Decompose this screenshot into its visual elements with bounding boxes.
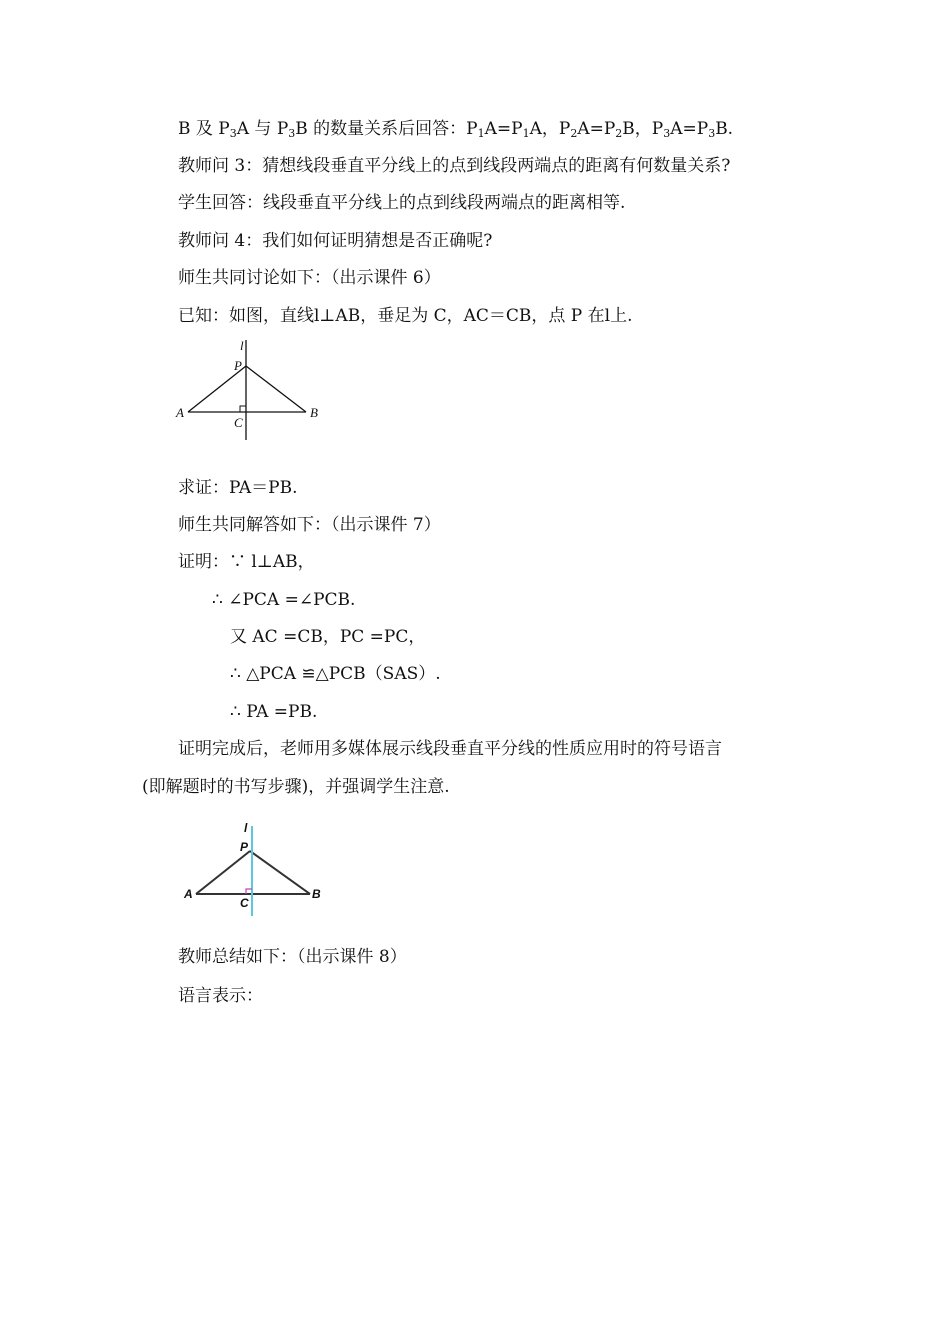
student-answer: 学生回答：线段垂直平分线上的点到线段两端点的距离相等. (178, 193, 626, 213)
fig2-label-p: P (240, 840, 249, 854)
given-statement: 已知：如图，直线l⊥AB，垂足为 C，AC＝CB，点 P 在l上. (178, 306, 633, 326)
language-expression-label: 语言表示： (178, 986, 263, 1006)
discussion-heading: 师生共同讨论如下：（出示课件 6） (178, 268, 441, 288)
proof-step-5: ∴ PA =PB. (230, 702, 318, 722)
fig2-label-l: l (244, 821, 248, 835)
paragraph-line-1: 证明完成后，老师用多媒体展示线段垂直平分线的性质应用时的符号语言 (178, 739, 722, 759)
proof-step-2: ∴ ∠PCA =∠PCB. (212, 590, 356, 610)
proof-step-4: ∴ △PCA ≌△PCB（SAS）. (230, 664, 441, 684)
triangle-figure-1 (170, 336, 330, 448)
paragraph-line-2: (即解题时的书写步骤)，并强调学生注意. (142, 777, 450, 797)
fig2-label-b: B (312, 887, 321, 901)
fig1-label-l: l (240, 338, 244, 353)
summary-heading: 教师总结如下：（出示课件 8） (178, 947, 407, 967)
fig1-label-b: B (310, 405, 318, 420)
fig1-label-p: P (234, 358, 242, 373)
fig2-label-c: C (240, 896, 249, 910)
solution-heading: 师生共同解答如下：（出示课件 7） (178, 515, 441, 535)
to-prove: 求证：PA＝PB. (178, 478, 298, 498)
teacher-question-3: 教师问 3：猜想线段垂直平分线上的点到线段两端点的距离有何数量关系? (178, 156, 731, 176)
proof-step-3: 又 AC =CB，PC =PC， (230, 627, 426, 647)
proof-step-1: 证明：∵ l⊥AB， (178, 552, 315, 572)
fig2-label-a: A (184, 887, 193, 901)
text-line-1: B 及 $P_3A$ 与 $P_3B$ 的数量关系后回答：$P_1A=P_1A$，$P_2A=P_2B$，$P_3A=P_3B$. (178, 119, 734, 140)
fig1-label-a: A (176, 405, 184, 420)
triangle-figure-2 (176, 818, 336, 922)
teacher-question-4: 教师问 4：我们如何证明猜想是否正确呢? (178, 231, 493, 251)
fig1-label-c: C (234, 415, 243, 430)
